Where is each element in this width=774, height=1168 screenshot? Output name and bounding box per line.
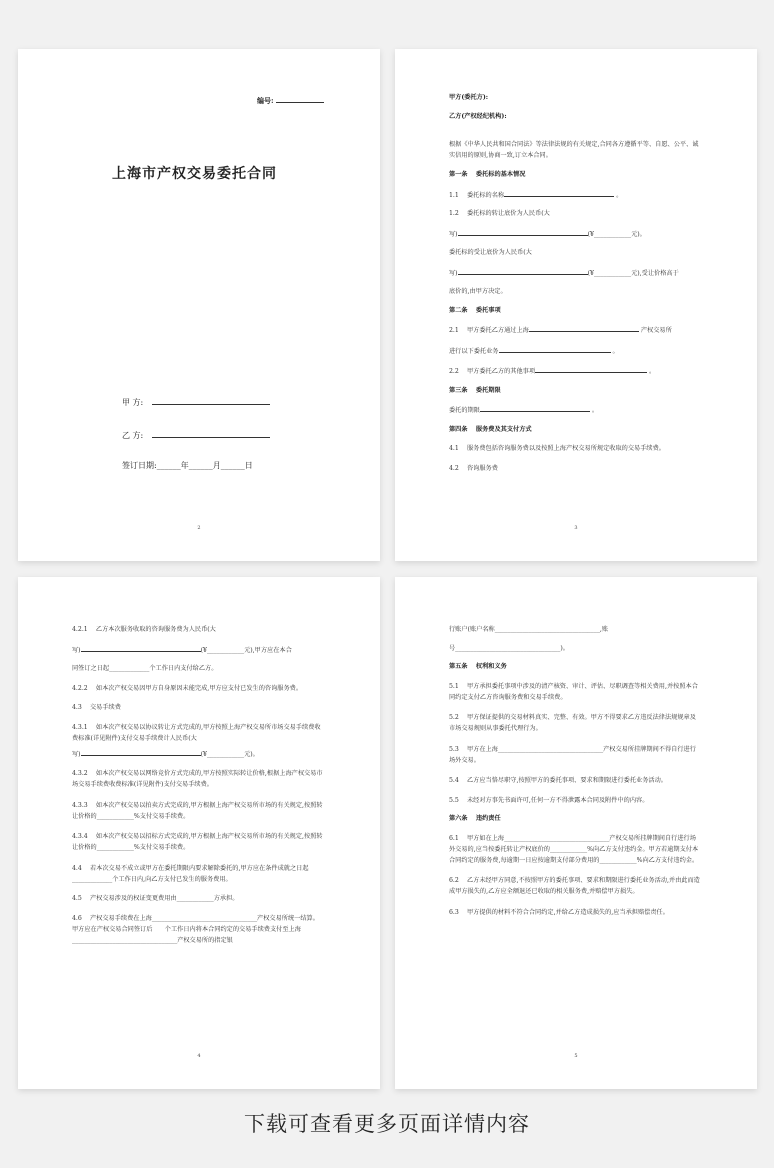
contract-number-blank — [276, 93, 324, 103]
clause-suffix: (¥____________元)。 — [200, 750, 259, 758]
blank — [458, 228, 588, 236]
party-a-line — [122, 395, 270, 408]
clause-suffix: 。 — [612, 347, 619, 355]
clause-4-3-3: 4.3.3 如本次产权交易以拍卖方式完成的,甲方根据上海产权交易所市场的有关规定,按照转让价格的____________%支付交易手续费。 — [72, 801, 323, 820]
clause-text: 写) — [72, 750, 81, 758]
clause-6-2: 6.2 乙方未经甲方同意,不按照甲方的委托事项、要求和期限进行委托业务活动,并由此而造成甲方损失的,乙方应全额退还已收取的相关服务费,并赔偿甲方损失。 — [449, 877, 700, 895]
article-1-heading: 第一条 委托标的基本情况 — [449, 171, 526, 178]
party-b-label: 乙 方: — [122, 431, 144, 440]
clause-4-1: 4.1 服务费包括咨询服务费以及按照上海产权交易所规定收取的交易手续费。 — [449, 445, 665, 452]
clause-suffix: 产权交易所 — [640, 327, 672, 334]
article-3-heading: 第三条 委托期限 — [449, 386, 501, 394]
clause-5-2: 5.2 甲方保证提供的交易材料真实、完整、有效。甲方不得要求乙方违反法律法规规章及市场交易规则从事委托代理行为。 — [449, 714, 696, 732]
account-name: 行账户(账户名称__________________________________,账 — [449, 626, 609, 633]
page-5-body — [449, 625, 701, 927]
clause-suffix: (¥____________元),受让价格高于 — [587, 269, 679, 277]
clause-5-1: 5.1 甲方承担委托事项中涉及的清产核资、审计、评估、尽职调查等相关费用,并按照本合同约定支付乙方咨询服务费和交易手续费。 — [449, 682, 698, 701]
article-5-heading: 第五条 权利和义务 — [449, 663, 507, 670]
page-number: 5 — [574, 1053, 578, 1059]
clause-3 — [449, 404, 701, 415]
page-5 — [395, 577, 757, 1089]
clause-text: 写) — [449, 269, 458, 277]
clause-2-1b — [449, 345, 701, 356]
clause-1-2-amount — [449, 228, 701, 239]
clause-1-2c: 底价的,由甲方决定。 — [449, 288, 507, 295]
clause-text: 写) — [449, 230, 458, 238]
page-number: 4 — [197, 1053, 201, 1059]
preamble: 根据《中华人民共和国合同法》等法律法规的有关规定,合同各方遵循平等、自愿、公平、诚实信用的原则,协商一致,订立本合同。 — [449, 140, 699, 159]
blank — [504, 189, 614, 197]
cover-title: 上海市产权交易委托合同 — [112, 166, 277, 182]
party-b-blank — [152, 428, 270, 438]
page-3 — [395, 49, 757, 561]
clause-1-2: 1.2 委托标的转让底价为人民币(大 — [449, 210, 550, 217]
clause-4-2-1: 4.2.1 乙方本次服务收取的咨询服务费为人民币(大 — [72, 626, 216, 633]
clause-4-3-1-amount — [72, 748, 324, 759]
clause-text: 写) — [72, 646, 81, 654]
page-cover — [18, 49, 380, 561]
clause-4-3-1: 4.3.1 如本次产权交易以协议转让方式完成的,甲方按照上海产权交易所市场交易手续费收费标准(详见附件)支付交易手续费计人民币(大 — [72, 723, 321, 742]
account-number: 号__________________________________)。 — [449, 644, 569, 652]
blank — [499, 345, 611, 353]
clause-1-1 — [449, 189, 701, 200]
clause-text: 委托的期限 — [449, 407, 480, 414]
clause-5-5: 5.5 未经对方事先书面许可,任何一方不得泄露本合同及附件中的内容。 — [449, 796, 649, 804]
party-b-line — [122, 428, 270, 441]
blank — [480, 404, 590, 412]
clause-4-4: 4.4 若本次交易不成立或甲方在委托期限内要求解除委托的,甲方应在条件成就之日起_____________个工作日内,向乙方支付已发生的服务费用。 — [72, 864, 309, 883]
clause-6-1: 6.1 甲方如在上海__________________________________产权交易所挂牌期间自行进行场外交易的,应当按委托转让产权底价的____________%向乙方支付违约金。甲方若逾期支付本合同约定的服务费,每逾期一日应按逾期支付部分费用的____________%向乙方支付违约金。 — [449, 834, 699, 864]
article-2-heading: 第二条 委托事项 — [449, 306, 501, 314]
clause-text: 进行以下委托业务 — [449, 347, 499, 355]
clause-2-1 — [449, 324, 701, 335]
contract-number-label: 编号: — [256, 96, 274, 105]
clause-4-5: 4.5 产权交易涉及的权证变更费用由____________方承担。 — [72, 895, 239, 902]
sign-date: 签订日期:______年______月______日 — [122, 461, 253, 470]
clause-4-3-4: 4.3.4 如本次产权交易以招标方式完成的,甲方根据上海产权交易所市场的有关规定,按照转让价格的____________%支付交易手续费。 — [72, 833, 323, 851]
clause-6-3: 6.3 甲方提供的材料不符合合同约定,并给乙方造成损失的,应当承担赔偿责任。 — [449, 908, 669, 916]
clause-4-2-1-amount — [72, 644, 324, 655]
clause-text: 2.2 甲方委托乙方的其他事项 — [449, 368, 536, 375]
page-4 — [18, 577, 380, 1089]
clause-4-2-2: 4.2.2 如本次产权交易因甲方自身原因未能完成,甲方应支付已发生的咨询服务费。 — [72, 684, 303, 692]
clause-suffix: 。 — [616, 191, 623, 199]
clause-1-2b-amount — [449, 267, 701, 278]
clause-5-3: 5.3 甲方在上海__________________________________产权交易所挂牌期间不得自行进行场外交易。 — [449, 745, 696, 764]
article-6-heading: 第六条 违约责任 — [449, 815, 501, 822]
party-a-blank — [152, 395, 270, 405]
blank — [81, 644, 201, 652]
clause-4-3-2: 4.3.2 如本次产权交易以网络竞价方式完成的,甲方按照实际转让价格,根据上海产权交易市场交易手续费收费标准(详见附件)支付交易手续费。 — [72, 770, 323, 788]
clause-1-2b: 委托标的受让底价为人民币(大 — [449, 249, 532, 256]
page-3-body — [449, 93, 701, 482]
contract-number — [257, 93, 324, 106]
clause-suffix: (¥____________元),甲方应在本合 — [200, 646, 292, 654]
clause-4-2-1b: 同签订之日起_____________个工作日内支付给乙方。 — [72, 665, 218, 672]
party-a-heading: 甲方(委托方): — [449, 94, 489, 101]
clause-4-6: 4.6 产权交易手续费在上海__________________________________产权交易所统一结算。甲方应在产权交易合同签订后 个工作日内将本合同约定的交易手续费支付至上海__________________________________产权交易所的指定银 — [72, 914, 319, 944]
party-a-label: 甲 方: — [122, 398, 144, 407]
blank — [529, 324, 639, 332]
clause-text: 2.1 甲方委托乙方通过上海 — [449, 327, 529, 334]
article-4-heading: 第四条 服务费及其支付方式 — [449, 425, 532, 433]
clause-text: 1.1 委托标的名称 — [449, 191, 505, 199]
download-more-link[interactable]: 下载可查看更多页面详情内容 — [244, 1112, 530, 1136]
clause-4-3: 4.3 交易手续费 — [72, 704, 121, 711]
clause-suffix: 。 — [591, 407, 599, 414]
blank — [535, 365, 647, 373]
clause-suffix: (¥____________元)。 — [587, 230, 646, 238]
blank — [458, 267, 588, 275]
page-number: 2 — [197, 525, 201, 531]
clause-4-2: 4.2 咨询服务费 — [449, 464, 498, 472]
page-number: 3 — [574, 525, 578, 531]
blank — [81, 748, 201, 756]
clause-suffix: 。 — [649, 368, 656, 375]
party-b-heading: 乙方(产权经纪机构): — [449, 112, 507, 120]
clause-5-4: 5.4 乙方应当恪尽职守,按照甲方的委托事项、要求和期限进行委托业务活动。 — [449, 777, 667, 784]
page-4-body — [72, 625, 324, 955]
clause-2-2 — [449, 365, 701, 376]
